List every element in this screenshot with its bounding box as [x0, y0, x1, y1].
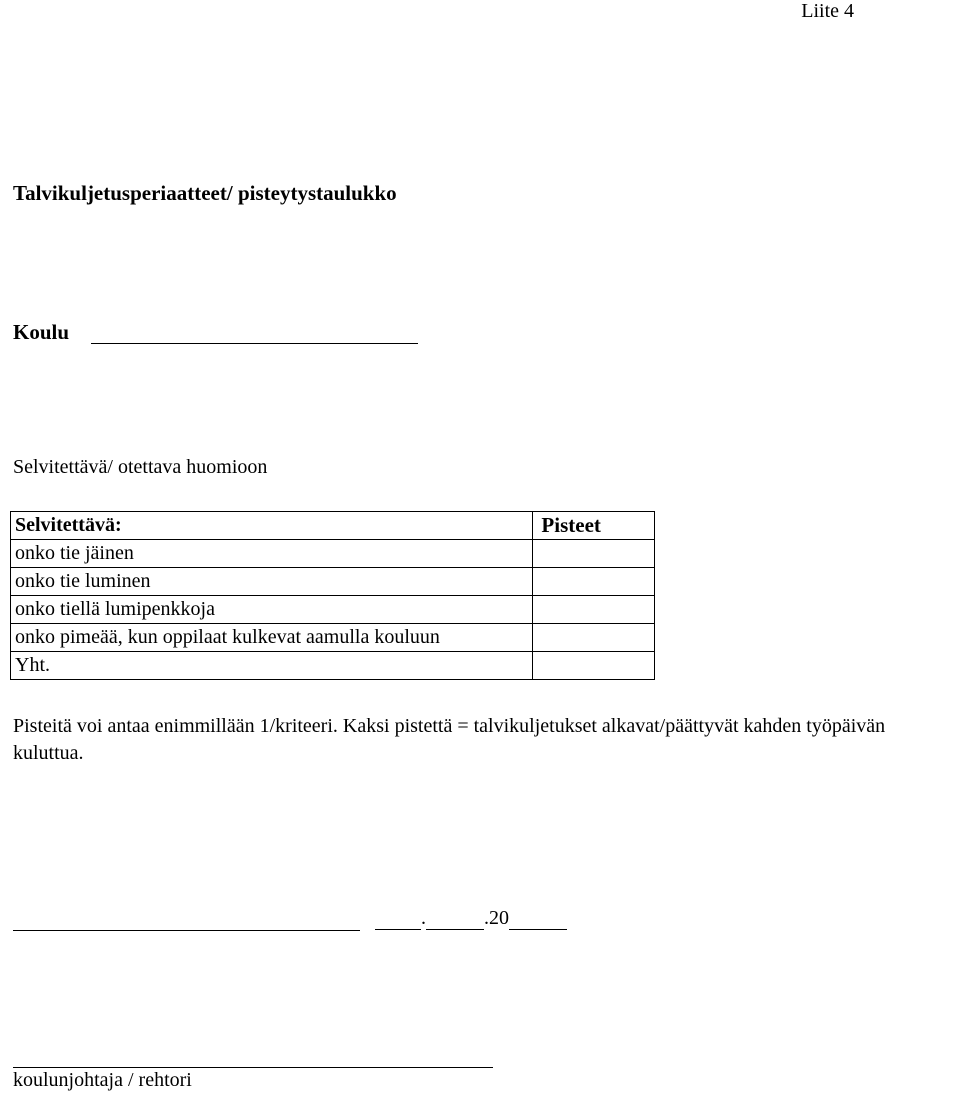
section-heading: Selvitettävä/ otettava huomioon: [13, 456, 268, 478]
points-cell[interactable]: [533, 624, 655, 652]
table-row: [11, 568, 655, 596]
criterion-cell: onko tie luminen: [11, 568, 533, 596]
total-label: Yht.: [11, 652, 533, 680]
points-cell[interactable]: [533, 568, 655, 596]
date-separator: .: [421, 907, 426, 929]
table-row: [11, 624, 655, 652]
header-points: Pisteet: [533, 512, 655, 540]
school-label: Koulu: [13, 320, 70, 344]
attachment-number: Liite 4: [801, 0, 854, 22]
criterion-cell: onko tiellä lumipenkkoja: [11, 596, 533, 624]
date-year-field[interactable]: [509, 905, 567, 930]
date-day-field[interactable]: [375, 905, 421, 930]
points-cell[interactable]: [533, 596, 655, 624]
document-title: Talvikuljetusperiaatteet/ pisteytystaulukko: [13, 181, 397, 205]
signer-title: koulunjohtaja / rehtori: [13, 1069, 192, 1091]
table-row: [11, 540, 655, 568]
school-name-field[interactable]: [91, 343, 418, 344]
points-table: [10, 511, 655, 680]
points-cell[interactable]: [533, 540, 655, 568]
date-month-field[interactable]: [426, 905, 484, 930]
date-field: [375, 905, 567, 930]
signature-field[interactable]: [13, 1067, 493, 1068]
date-year-prefix: .20: [484, 907, 509, 929]
table-row: [11, 596, 655, 624]
table-header-row: [11, 512, 655, 540]
total-points-cell[interactable]: [533, 652, 655, 680]
place-field[interactable]: [13, 930, 360, 931]
table-total-row: [11, 652, 655, 680]
header-criteria: Selvitettävä:: [11, 512, 533, 540]
criterion-cell: onko pimeää, kun oppilaat kulkevat aamulla kouluun: [11, 624, 533, 652]
scoring-note: Pisteitä voi antaa enimmillään 1/kriteeri. Kaksi pistettä = talvikuljetukset alkavat/päättyvät kahden työpäivän kuluttua.: [13, 715, 886, 764]
criterion-cell: onko tie jäinen: [11, 540, 533, 568]
